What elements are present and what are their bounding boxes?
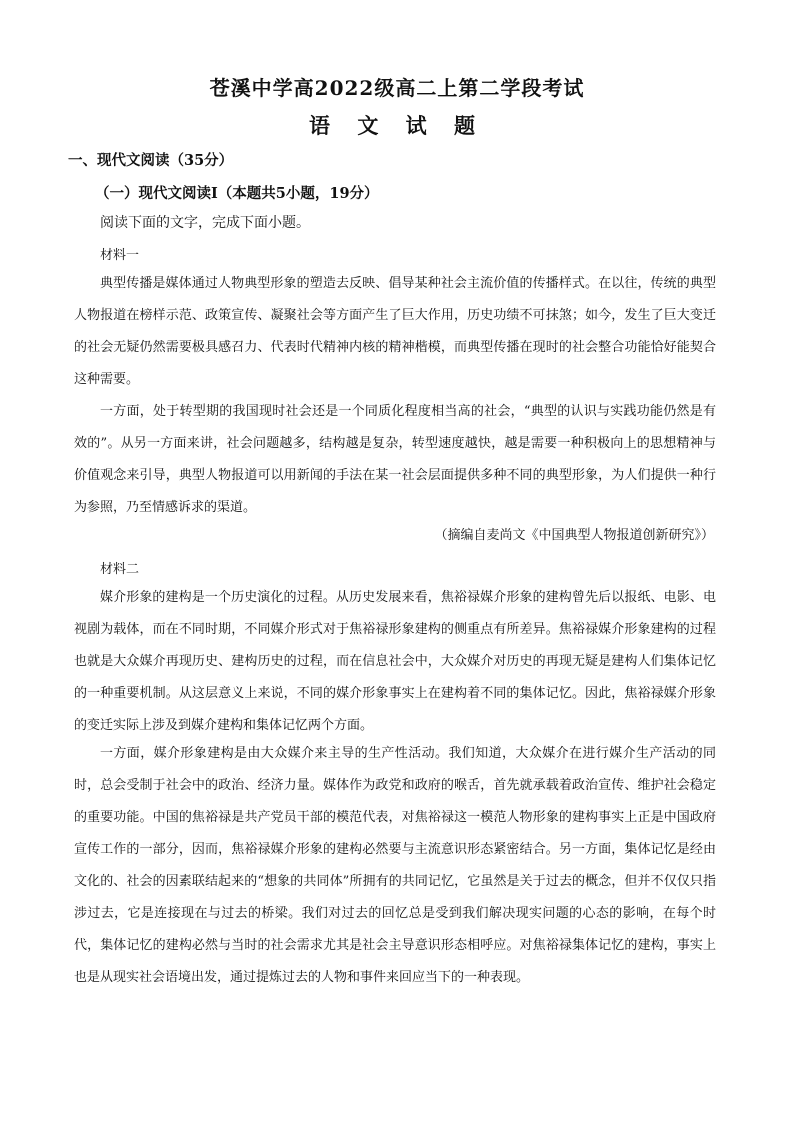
material1-paragraph-2: 一方面，处于转型期的我国现时社会还是一个同质化程度相当高的社会，“典型的认识与实践功能仍然是有效的”。从另一方面来讲，社会问题越多，结构越是复杂，转型速度越快，越是需要一种积极向上的思想精神与价值观念来引导，典型人物报道可以用新闻的手法在某一社会层面提供多种不同的典型形象，为人们提供一种行为参照，乃至情感诉求的渠道。 [74,404,716,515]
exam-subtitle: 语 文 试 题 [309,113,485,138]
material1-paragraph-1: 典型传播是媒体通过人物典型形象的塑造去反映、倡导某种社会主流价值的传播样式。在以往，传统的典型人物报道在榜样示范、政策宣传、凝聚社会等方面产生了巨大作用，历史功绩不可抹煞；如今，发生了巨大变迁的社会无疑仍然需要极具感召力、代表时代精神内核的精神楷模，而典型传播在现时的社会整合功能恰好能契合这种需要。 [74,276,716,387]
section-heading: 一、现代文阅读（35分） [68,152,234,169]
material2-paragraph-2: 一方面，媒介形象建构是由大众媒介来主导的生产性活动。我们知道，大众媒介在进行媒介生产活动的同时，总会受制于社会中的政治、经济力量。媒体作为政党和政府的喉舌，首先就承载着政治宣传、维护社会稳定的重要功能。中国的焦裕禄是共产党员干部的模范代表，对焦裕禄这一模范人物形象的建构事实上正是中国政府宣传工作的一部分，因而，焦裕禄媒介形象的建构必然要与主流意识形态紧密结合。另一方面，集体记忆是经由文化的、社会的因素联结起来的“想象的共同体”所拥有的共同记忆，它虽然是关于过去的概念，但并不仅仅只指涉过去，它是连接现在与过去的桥梁。我们对过去的回忆总是受到我们解决现实问题的心态的影响，在每个时代，集体记忆的建构必然与当时的社会需求尤其是社会主导意识形态相呼应。对焦裕禄集体记忆的建构，事实上也是从现实社会语境出发，通过提炼过去的人物和事件来回应当下的一种表现。 [74,746,716,985]
reading-instruction: 阅读下面的文字，完成下面小题。 [100,215,310,231]
exam-title: 苍溪中学高2022级高二上第二学段考试 [209,76,585,100]
material2-paragraph-1: 媒介形象的建构是一个历史演化的过程。从历史发展来看，焦裕禄媒介形象的建构曾先后以报纸、电影、电视剧为载体，而在不同时期，不同媒介形式对于焦裕禄形象建构的侧重点有所差异。焦裕禄媒介形象建构的过程也就是大众媒介再现历史、建构历史的过程，而在信息社会中，大众媒介对历史的再现无疑是建构人们集体记忆的一种重要机制。从这层意义上来说，不同的媒介形象事实上在建构着不同的集体记忆。因此，焦裕禄媒介形象的变迁实际上涉及到媒介建构和集体记忆两个方面。 [74,590,716,733]
material1-label: 材料一 [100,248,140,263]
subsection-heading: （一）现代文阅读Ⅰ（本题共5小题，19分） [95,185,379,202]
material1-source: （摘编自麦尚文《中国典型人物报道创新研究》） [434,528,714,543]
material2-label: 材料二 [100,562,140,577]
